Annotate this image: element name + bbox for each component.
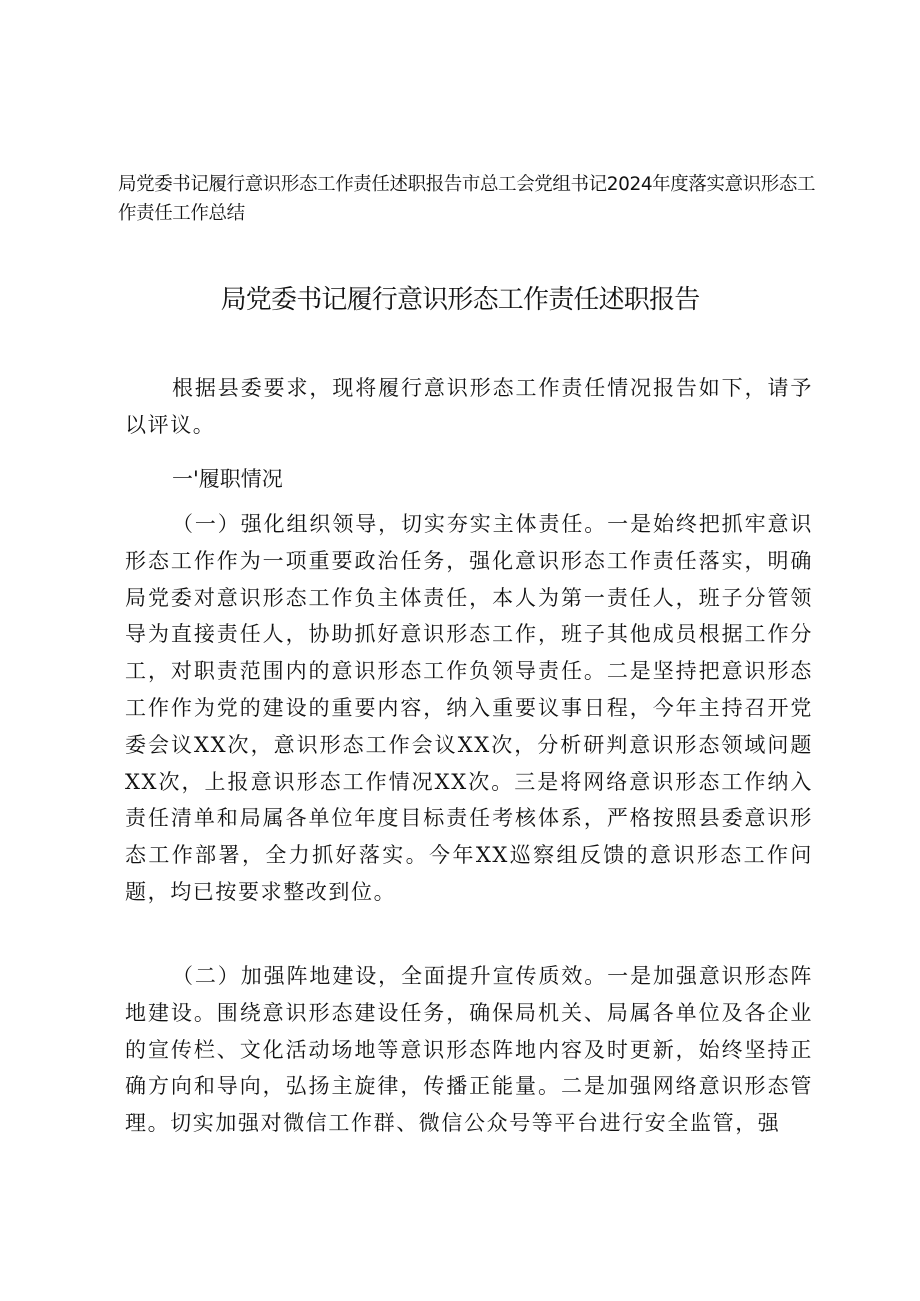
document-header-title: 局党委书记履行意识形态工作责任述职报告市总工会党组书记2024年度落实意识形态工作责任工作总结 xyxy=(118,174,816,224)
section-paragraph-1: （一）强化组织领导，切实夯实主体责任。一是始终把抓牢意识形态工作作为一项重要政治任务，强化意识形态工作责任落实，明确局党委对意识形态工作负主体责任，本人为第一责任人，班子分管领导为直接责任人，协助抓好意识形态工作，班子其他成员根据工作分工，对职责范围内的意识形态工作负领导责任。二是坚持把意识形态工作作为党的建设的重要内容，纳入重要议事日程，今年主持召开党委会议XX次，意识形态工作会议XX次，分析研判意识形态领域问题XX次，上报意识形态工作情况XX次。三是将网络意识形态工作纳入责任清单和局属各单位年度目标责任考核体系，严格按照县委意识形态工作部署，全力抓好落实。今年XX巡察组反馈的意识形态工作问题，均已按要求整改到位。 xyxy=(125,512,813,904)
document-title: 局党委书记履行意识形态工作责任述职报告 xyxy=(220,285,700,315)
section-paragraph-2: （二）加强阵地建设，全面提升宣传质效。一是加强意识形态阵地建设。围绕意识形态建设任务，确保局机关、局属各单位及各企业的宣传栏、文化活动场地等意识形态阵地内容及时更新，始终坚持正确方向和导向，弘扬主旋律，传播正能量。二是加强网络意识形态管理。切实加强对微信工作群、微信公众号等平台进行安全监管，强 xyxy=(125,964,813,1136)
section-heading: 一'履职情况 xyxy=(172,467,283,491)
intro-paragraph: 根据县委要求，现将履行意识形态工作责任情况报告如下，请予以评议。 xyxy=(125,376,813,437)
